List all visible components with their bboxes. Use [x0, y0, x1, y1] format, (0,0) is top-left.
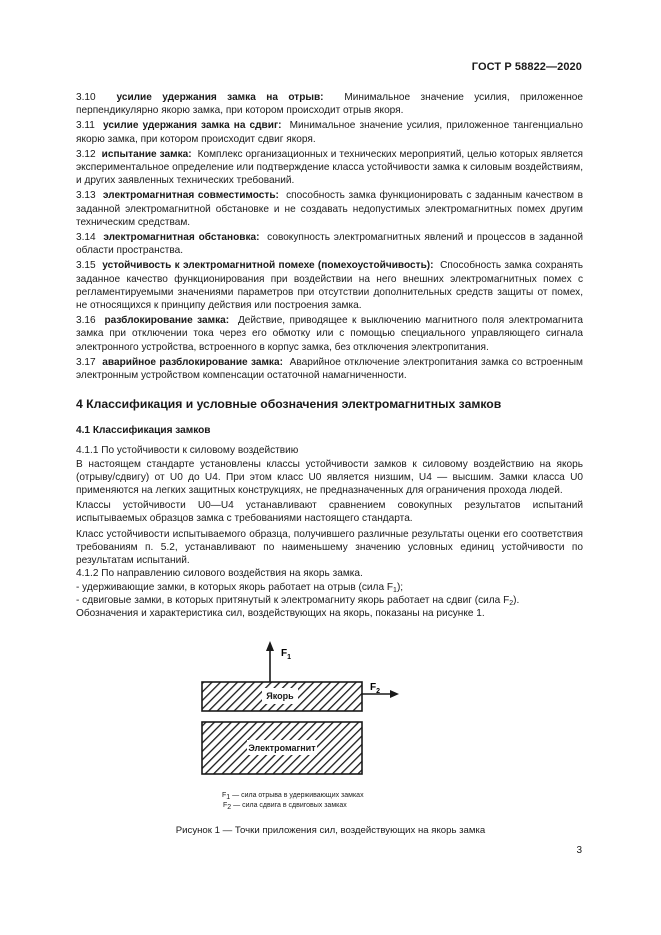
def-text: совокупность электромагнитных явлений и процессов в заданной области пространства. — [76, 232, 583, 257]
def-number: 3.11 — [76, 120, 95, 132]
def-text: Минимальное значение усилия, приложенное тангенциально якорю замка, при котором происходит сдвиг якоря. — [76, 120, 584, 145]
def-number: 3.15 — [76, 260, 96, 272]
def-text: Действие, приводящее к выключению магнитного поля электромагнита замка при отключении тока через его обмотку или с помощью специального управляющего сигнала электронного устройства, встроенного в корпус замка, без отключения электропитания. — [76, 315, 584, 353]
subsection-4-1-title: 4.1 Классификация замков — [76, 425, 211, 437]
section-4-title: 4 Классификация и условные обозначения электромагнитных замков — [76, 397, 502, 412]
definition-3-15 — [76, 259, 583, 312]
def-text: Аварийное отключение электропитания замка со встроенным электронным устройством компенсации остаточной намагниченности. — [76, 356, 583, 382]
def-number: 3.13 — [76, 190, 96, 202]
def-term: испытание замка: — [101, 148, 192, 160]
figure-diagram — [130, 636, 450, 796]
def-number: 3.16 — [76, 315, 96, 327]
def-term: устойчивость к электромагнитной помехе (помехоустойчивость): — [102, 260, 434, 272]
paragraph-classes — [76, 458, 583, 498]
def-text: Минимальное значение усилия, приложенное перпендикулярно якорю замка, при котором происходит отрыв якоря. — [76, 92, 584, 117]
def-text: Комплекс организационных и технических мероприятий, целью которых является экспериментальное определение или подтверждение класса устойчивости замка к силовым воздействиям, и других заявленных технических требований. — [76, 148, 584, 187]
def-term: разблокирование замка: — [104, 315, 230, 327]
def-number: 3.12 — [76, 148, 96, 160]
figure-legend — [222, 791, 462, 811]
list-item-shear: - сдвиговые замки, в которых притянутый к электромагниту якорь работает на сдвиг (сила $F_2$). — [76, 594, 520, 607]
armature-label: Якорь — [266, 691, 294, 701]
def-term: аварийное разблокирование замка: — [102, 356, 283, 368]
figure-caption: Рисунок 1 — Точки приложения сил, воздействующих на якорь замка — [175, 825, 486, 836]
def-term: электромагнитная обстановка: — [103, 232, 260, 244]
f1-arrow-head — [266, 641, 274, 651]
paragraph-comparison: Классы устойчивости U0—U4 устанавливают сравнением совокупных результатов испытаний испытываемых образцов замка с требованиями настоящего стандарта. — [76, 500, 583, 525]
paragraph-figure-ref: Обозначения и характеристика сил, воздействующих на якорь, показаны на рисунке 1. — [76, 607, 485, 619]
clause-4-1-2: 4.1.2 По направлению силового воздействия на якорь замка. — [76, 568, 363, 580]
definition-3-11 — [76, 119, 583, 145]
electromagnet-label: Электромагнит — [248, 743, 316, 753]
paragraph-lowest-value: Класс устойчивости испытываемого образца, получившего различные результаты оценки его соответствия требованиям п. 5.2, устанавливают по наименьшему значению условных единиц устойчивости по результатам испытаний. — [76, 528, 583, 567]
legend-f1: $F_1$ — сила отрыва в удерживающих замках — [222, 792, 364, 801]
f1-label: $F_1$ — [281, 648, 292, 661]
definition-3-17 — [76, 356, 583, 382]
def-number: 3.10 — [76, 92, 96, 103]
clause-4-1-1: 4.1.1 По устойчивости к силовому воздействию — [76, 445, 299, 457]
definition-3-16 — [76, 314, 583, 354]
definition-3-14 — [76, 231, 583, 257]
def-text: Способность замка сохранять заданное качество функционирования при воздействии на него внешних электромагнитных помех с регламентируемыми значениями параметров при отсутствии дополнительных средств защиты от помех, не относящихся к принципу действия или построения замка. — [76, 260, 583, 312]
definition-3-12 — [76, 148, 583, 188]
def-number: 3.14 — [76, 232, 96, 244]
standard-code: ГОСТ Р 58822—2020 — [471, 61, 582, 73]
figure-lock-forces — [130, 636, 450, 796]
def-text: способность замка функционировать с заданным качеством в заданной электромагнитной обстановке и не создавать недопустимых электромагнитных помех другим техническим средствам. — [76, 190, 584, 228]
list-item-holding: - удерживающие замки, в которых якорь работает на отрыв (сила $F_1$); — [76, 581, 404, 594]
def-term: усилие удержания замка на отрыв: — [116, 92, 324, 103]
definition-3-10 — [76, 91, 583, 117]
def-term: усилие удержания замка на сдвиг: — [103, 120, 282, 132]
def-term: электромагнитная совместимость: — [102, 190, 279, 202]
legend-f2: $F_2$ — сила сдвига в сдвиговых замках — [223, 802, 347, 811]
definition-3-13 — [76, 189, 583, 229]
def-number: 3.17 — [76, 356, 96, 368]
f2-label: $F_2$ — [370, 682, 381, 695]
page-number: 3 — [576, 845, 582, 856]
paragraph-text: В настоящем стандарте установлены классы устойчивости замков к силовому воздействию на якорь (отрыву/сдвигу) от U0 до U4. При этом класс U0 является низшим, U4 — высшим. Замки класса U0 применяются на легких защитных конструкциях, не предназначенных для ограничения прохода людей. — [76, 458, 583, 497]
f2-arrow-head — [390, 690, 399, 698]
document-body — [76, 91, 583, 620]
